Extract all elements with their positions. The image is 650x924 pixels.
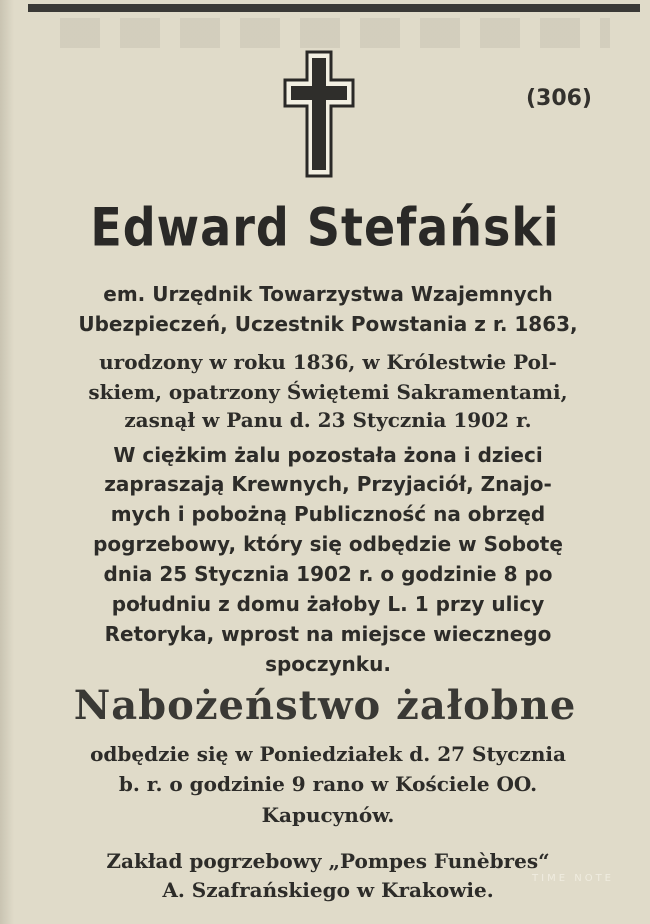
text-line: odbędzie się w Poniedziałek d. 27 Stycznia bbox=[90, 742, 566, 766]
text-line: Ubezpieczeń, Uczestnik Powstania z r. 1863, bbox=[78, 312, 578, 336]
text-line: urodzony w roku 1836, w Królestwie Pol- bbox=[99, 350, 557, 374]
text-line: em. Urzędnik Towarzystwa Wzajemnych bbox=[103, 282, 553, 306]
text-line: dnia 25 Stycznia 1902 r. o godzinie 8 po bbox=[103, 562, 553, 586]
cross-icon bbox=[283, 50, 355, 178]
text-line: południu z domu żałoby L. 1 przy ulicy bbox=[111, 592, 545, 616]
text-line: Zakład pogrzebowy „Pompes Funèbres“ bbox=[106, 849, 550, 873]
text-line: pogrzebowy, który się odbędzie w Sobotę bbox=[93, 532, 563, 556]
text-line: skiem, opatrzony Świętemi Sakramentami, bbox=[88, 380, 568, 404]
text-line: W ciężkim żalu pozostała żona i dzieci bbox=[113, 443, 543, 467]
deceased-name: Edward Stefański bbox=[90, 196, 560, 259]
page-edge-shadow bbox=[0, 0, 14, 924]
text-line: Kapucynów. bbox=[261, 803, 395, 827]
notice-number: (306) bbox=[525, 86, 592, 111]
show-through-bleed bbox=[60, 18, 610, 48]
text-line: zasnął w Panu d. 23 Stycznia 1902 r. bbox=[124, 408, 532, 432]
watermark: TIME NOTE bbox=[532, 873, 614, 884]
text-line: mych i pobożną Publiczność na obrzęd bbox=[110, 502, 546, 526]
top-rule bbox=[28, 4, 640, 12]
service-heading: Nabożeństwo żałobne bbox=[73, 682, 577, 729]
text-line: spoczynku. bbox=[265, 652, 391, 676]
text-line: A. Szafrańskiego w Krakowie. bbox=[162, 878, 494, 902]
text-line: Retoryka, wprost na miejsce wiecznego bbox=[104, 622, 552, 646]
text-line: b. r. o godzinie 9 rano w Kościele OO. bbox=[118, 772, 538, 796]
text-line: zapraszają Krewnych, Przyjaciół, Znajo- bbox=[104, 472, 552, 496]
